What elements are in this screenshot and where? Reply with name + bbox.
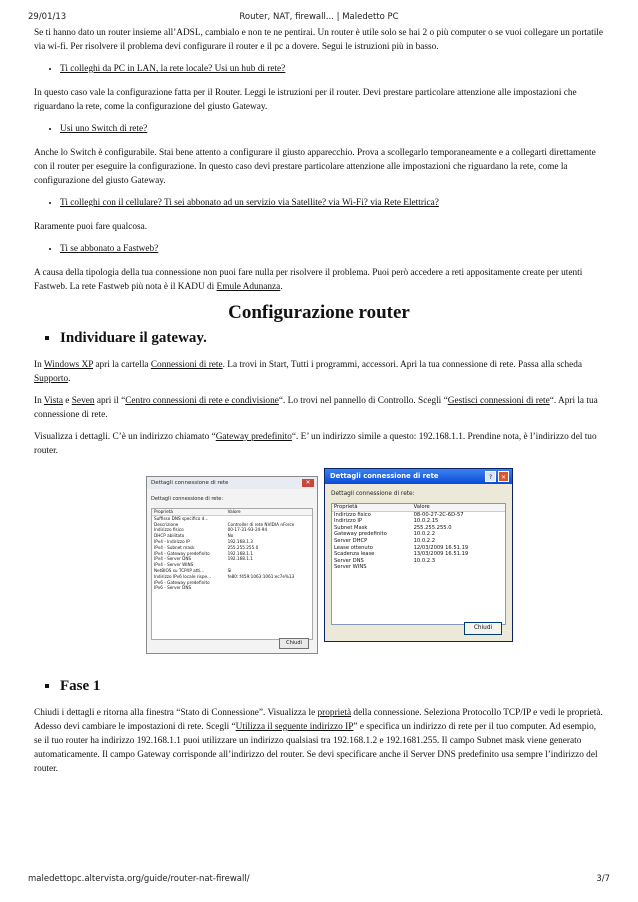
property-cell: IPv6 - Gateway predefinito: [154, 579, 210, 585]
table-row: [332, 518, 505, 525]
value-cell: Sì: [227, 567, 232, 573]
page-header: [28, 12, 610, 24]
vista-close-button: Chiudi: [279, 638, 309, 649]
value-cell: 192.168.1.1: [227, 550, 253, 556]
link-supporto[interactable]: Supporto: [34, 374, 69, 384]
paragraph-fase-1: Chiudi i dettagli e ritorna alla finestra “Stato di Connessione”. Visualizza le proprietà della connessione. Seleziona Protocollo TCP/IP e vedi le proprietà. Adesso devi cambiare le impostazioni di rete. Scegli “Utilizza il seguente indirizzo IP” e specifica un indirizzo di rete per il tuo computer. Ad esempio, se il tuo router ha indirizzo 192.168.1.1 puoi utilizzare un indirizzo qualsiasi tra 192.168.1.2 e 192.1681.255. Il campo Subnet mask viene generato automaticamente. Il campo Gateway corrisponde all’indirizzo del router. Se devi specificare anche il Server DNS predefinito usa sempre l’indirizzo del router.: [34, 708, 603, 774]
table-row: [332, 525, 505, 532]
value-cell: 255.255.255.0: [227, 544, 259, 550]
property-cell: Scadenza lease: [334, 551, 375, 558]
column-header: Valore: [226, 509, 312, 515]
table-row: [152, 585, 312, 591]
value-cell: 255.255.255.0: [413, 524, 452, 531]
paragraph-router: In questo caso vale la configurazione fatta per il Router. Leggi le istruzioni per il router. Devi prestare particolare attenzione alle impostazioni che riguardano la rete, come la configurazione del giusto Gateway.: [34, 88, 577, 112]
value-cell: [412, 564, 505, 571]
property-cell: IPv4 - Gateway predefinito: [154, 550, 210, 556]
close-icon: ✕: [302, 479, 314, 487]
property-cell: IPv4 - Server WINS: [154, 562, 194, 568]
header-date: 29/01/13: [28, 12, 67, 22]
table-row: [332, 564, 505, 571]
property-cell: IPv4 - Subnet mask: [154, 544, 195, 550]
bullet-list: [34, 122, 604, 136]
xp-details-table: [331, 503, 506, 625]
value-cell: 12/03/2009 16.51.19: [413, 544, 469, 551]
page-number: 3/7: [596, 874, 610, 884]
property-cell: IPv4 - Indirizzo IP: [154, 538, 190, 544]
vista-window-title: Dettagli connessione di rete: [147, 477, 317, 489]
table-row: [332, 545, 505, 552]
value-cell: fe80::f459:1063:1061:ec7e%13: [227, 573, 295, 579]
value-cell: 192.168.1.1: [227, 556, 253, 562]
link-mobile-satellite[interactable]: Ti colleghi con il cellulare? Ti sei abbonato ad un servizio via Satellite? via Wi-Fi? via Rete Elettrica?: [60, 198, 439, 208]
paragraph-fastweb: A causa della tipologia della tua connessione non puoi fare nulla per risolvere il problema. Puoi però accedere a reti appositamente create per utenti Fastweb. La rete Fastweb più nota è il KADU di Emule Adunanza.: [34, 268, 583, 292]
table-row: [332, 531, 505, 538]
article-content: [34, 26, 604, 784]
link-vista[interactable]: Vista: [43, 396, 63, 406]
value-cell: No: [227, 533, 234, 539]
value-cell: [226, 585, 312, 591]
property-cell: Indirizzo IP: [334, 518, 363, 525]
table-row: [332, 558, 505, 565]
property-cell: Gateway predefinito: [334, 531, 387, 538]
vista-details-label: Dettagli connessione di rete:: [151, 496, 224, 502]
property-cell: Suffisso DNS specifico d...: [154, 515, 209, 521]
table-row: [152, 574, 312, 580]
link-fastweb[interactable]: Ti se abbonato a Fastweb?: [60, 244, 159, 254]
xp-details-label: Dettagli connessione di rete:: [331, 491, 415, 497]
table-row: [332, 511, 505, 518]
property-cell: Server WINS: [334, 564, 367, 571]
link-windows-xp[interactable]: Windows XP: [43, 360, 94, 370]
value-cell: 00-17-31-93-24-94: [227, 527, 268, 533]
property-cell: IPv4 - Server DNS: [154, 556, 192, 562]
section-heading: Configurazione router: [228, 302, 410, 323]
paragraph-vista-seven: In Vista e Seven apri il “Centro connessioni di rete e condivisione“. Lo trovi nel pannello di Controllo. Scegli “Gestisci connessioni di rete“. Apri la tua connessione di rete.: [34, 396, 598, 420]
property-cell: DHCP abilitato: [154, 533, 185, 539]
link-centro-connessioni[interactable]: Centro connessioni di rete e condivisione: [125, 396, 279, 406]
link-lan-hub[interactable]: Ti colleghi da PC in LAN, la rete locale? Usi un hub di rete?: [60, 64, 286, 74]
link-gateway-predefinito[interactable]: Gateway predefinito: [215, 432, 292, 442]
list-item: [60, 62, 604, 76]
link-utilizza-indirizzo-ip[interactable]: Utilizza il seguente indirizzo IP: [235, 722, 354, 732]
value-cell: 10.0.2.15: [413, 518, 439, 525]
vista-details-table: [151, 508, 313, 640]
column-header: Proprietà: [332, 504, 412, 511]
link-proprieta[interactable]: proprietà: [317, 708, 352, 718]
link-seven[interactable]: Seven: [71, 396, 95, 406]
screenshots: [34, 472, 604, 656]
xp-window-title: Dettagli connessione di rete: [325, 469, 512, 484]
header-title: Router, NAT, firewall... | Maledetto PC: [239, 12, 399, 22]
subsection-list: [34, 676, 604, 696]
list-item: [60, 242, 604, 256]
close-icon: ✕: [498, 471, 509, 482]
xp-details-window: [324, 468, 513, 642]
bullet-list: [34, 242, 604, 256]
xp-close-button: Chiudi: [464, 622, 502, 635]
property-cell: Indirizzo IPv6 locale rispe...: [154, 573, 212, 579]
value-cell: 13/03/2009 16.51.19: [413, 551, 469, 558]
table-row: [332, 538, 505, 545]
paragraph-switch: Anche lo Switch è configurabile. Stai bene attento a configurare il giusto apparecchio. Prova a scollegarlo temporaneamente e a collegarti direttamente con il router per eseguire la configurazione. In questo caso devi prestare particolare attenzione alle impostazioni che riguardano la rete, come la configurazione del giusto Gateway.: [34, 148, 596, 186]
property-cell: Subnet Mask: [334, 524, 368, 531]
subsection-title-fase-1: ▪ Fase 1: [60, 676, 604, 696]
property-cell: Indirizzo fisico: [334, 511, 371, 518]
paragraph-rarely: Raramente puoi fare qualcosa.: [34, 222, 148, 232]
help-icon: ?: [485, 471, 496, 482]
property-cell: Server DHCP: [334, 537, 368, 544]
list-item: [60, 196, 604, 210]
bullet-list: [34, 196, 604, 210]
value-cell: 10.0.2.2: [413, 531, 436, 538]
column-header: Proprietà: [152, 509, 226, 515]
table-row: [332, 551, 505, 558]
link-connessioni-di-rete[interactable]: Connessioni di rete: [150, 360, 223, 370]
paragraph-xp: In Windows XP apri la cartella Connessioni di rete. La trovi in Start, Tutti i programmi, accessori. Apri la tua connessione di rete. Passa alla scheda Supporto.: [34, 360, 583, 384]
property-cell: Descrizione: [154, 521, 179, 527]
link-switch[interactable]: Usi uno Switch di rete?: [60, 124, 148, 134]
column-header: Valore: [412, 504, 505, 511]
footer-url: maledettopc.altervista.org/guide/router-nat-firewall/: [28, 874, 250, 884]
subsection-title-gateway: ▪ Individuare il gateway.: [60, 328, 604, 348]
paragraph-details: Visualizza i dettagli. C’è un indirizzo chiamato “Gateway predefinito“. E’ un indirizzo simile a questo: 192.168.1.1. Prendine nota, è l’indirizzo del tuo router.: [34, 432, 597, 456]
value-cell: 10.0.2.3: [413, 557, 436, 564]
property-cell: Lease ottenuto: [334, 544, 373, 551]
property-cell: Server DNS: [334, 557, 364, 564]
link-emule-adunanza[interactable]: Emule Adunanza: [216, 282, 281, 292]
value-cell: 10.0.2.2: [413, 537, 436, 544]
value-cell: Controller di rete NVIDIA nForce: [227, 521, 295, 527]
value-cell: 08-00-27-2C-6D-57: [413, 511, 464, 518]
property-cell: NetBIOS su TCP/IP atti...: [154, 567, 205, 573]
bullet-list: [34, 62, 604, 76]
link-gestisci-connessioni[interactable]: Gestisci connessioni di rete: [447, 396, 550, 406]
vista-details-window: [146, 476, 318, 654]
page-footer: [28, 874, 610, 886]
value-cell: 192.168.1.3: [227, 538, 253, 544]
subsection-list: [34, 328, 604, 348]
property-cell: Indirizzo fisico: [154, 527, 184, 533]
property-cell: IPv6 - Server DNS: [154, 585, 192, 591]
paragraph-intro: Se ti hanno dato un router insieme all’ADSL, cambialo e non te ne pentirai. Un router è utile solo se hai 2 o più computer o se vuoi collegare un portatile via wi-fi. Per risolvere il problema devi configurare il router e il pc a dovere. Segui le istruzioni più in basso.: [34, 28, 604, 52]
list-item: [60, 122, 604, 136]
